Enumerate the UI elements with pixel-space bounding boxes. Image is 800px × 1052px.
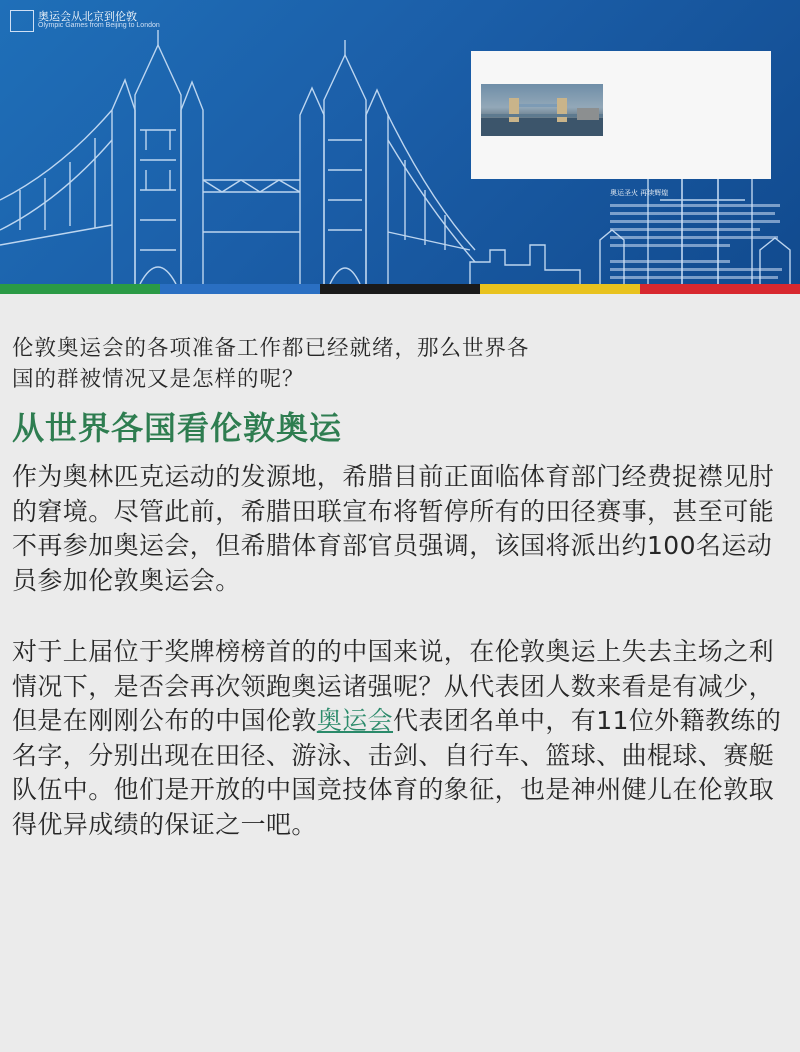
article-intro: 伦敦奥运会的各项准备工作都已经就绪，那么世界各国的群被情况又是怎样的呢？ xyxy=(12,336,530,392)
article-paragraph-greece: 作为奥林匹克运动的发源地，希腊目前正面临体育部门经费捉襟见肘的窘境。尽管此前，希腊田联宣布将暂停所有的田径赛事，甚至可能不再参加奥运会，但希腊体育部官员强调，该国将派出约100名运动员参加伦敦奥运会。 xyxy=(12,462,775,595)
tower-bridge-photo xyxy=(481,84,603,136)
olympics-link[interactable]: 奥运会 xyxy=(316,706,394,735)
olympic-color-stripe xyxy=(0,284,800,294)
banner-logo-title: 奥运会从北京到伦敦 xyxy=(38,10,137,23)
article-heading: 从世界各国看伦敦奥运 xyxy=(12,409,343,447)
card-caption-block xyxy=(610,188,785,294)
olympic-emblem-icon xyxy=(10,10,34,32)
photo-card xyxy=(471,51,771,179)
banner-image xyxy=(0,0,800,294)
paragraph-text-after-link: 代表团名单中，有11位外籍教练的名字，分别出现在田径、游泳、击剑、自行车、篮球、曲棍球、赛艇队伍中。他们是开放的中国竞技体育的象征，也是神州健儿在伦敦取得优异成绩的保证之一吧。 xyxy=(12,706,782,839)
paragraph-text-before-link: 对于上届位于奖牌榜榜首的的中国来说，在伦敦奥运上失去主场之利情况下，是否会再次领跑奥运诸强呢？从代表团人数来看是有减少，但是在刚刚公布的中国伦敦 xyxy=(12,637,775,735)
banner-logo-subtitle: Olympic Games from Beijing to London xyxy=(38,22,160,29)
article-paragraph-china xyxy=(12,635,792,842)
card-caption: 奥运圣火 再续辉煌 xyxy=(610,189,669,197)
